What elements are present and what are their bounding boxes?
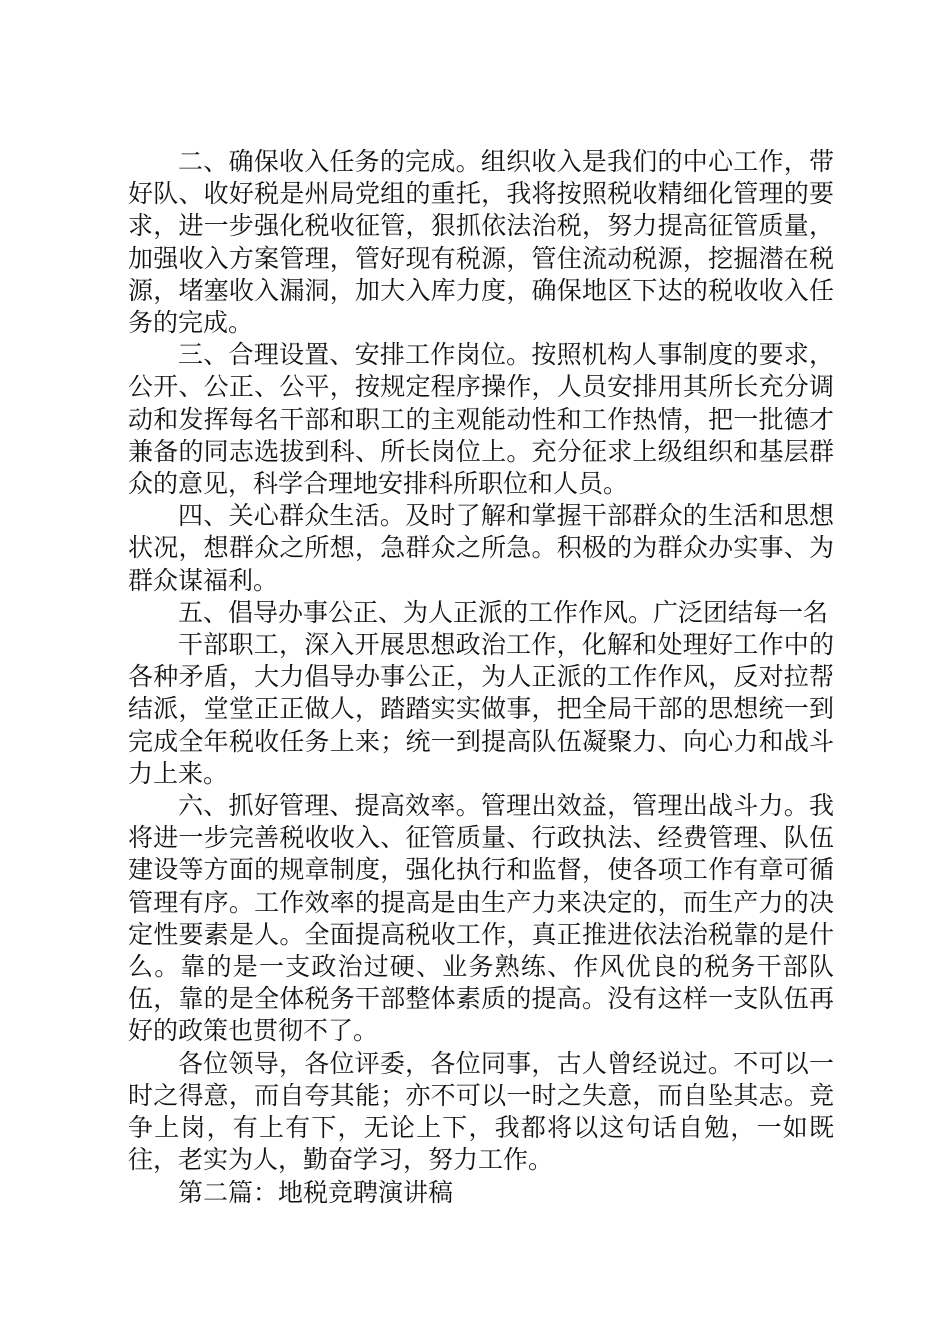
document-body (128, 146, 834, 1209)
next-article-heading: 第二篇：地税竞聘演讲稿 (178, 1177, 454, 1207)
paragraph-section-three: 三、合理设置、安排工作岗位。按照机构人事制度的要求，公开、公正、公平，按规定程序操作，人员安排用其所长充分调动和发挥每名干部和职工的主观能动性和工作热情，把一批德才兼备的同志选拔到科、所长岗位上。充分征求上级组织和基层群众的意见，科学合理地安排科所职位和人员。 (128, 340, 834, 499)
paragraph-section-five-title: 五、倡导办事公正、为人正派的工作作风。广泛团结每一名 (178, 597, 829, 627)
paragraph-section-five-body: 干部职工，深入开展思想政治工作，化解和处理好工作中的各种矛盾，大力倡导办事公正，为人正派的工作作风，反对拉帮结派，堂堂正正做人，踏踏实实做事，把全局干部的思想统一到完成全年税收任务上来；统一到提高队伍凝聚力、向心力和战斗力上来。 (128, 630, 834, 788)
paragraph-section-six: 六、抓好管理、提高效率。管理出效益，管理出战斗力。我将进一步完善税收收入、征管质量、行政执法、经费管理、队伍建设等方面的规章制度，强化执行和监督，使各项工作有章可循管理有序。工作效率的提高是由生产力来决定的，而生产力的决定性要素是人。全面提高税收工作，真正推进依法治税靠的是什么。靠的是一支政治过硬、业务熟练、作风优良的税务干部队伍，靠的是全体税务干部整体素质的提高。没有这样一支队伍再好的政策也贯彻不了。 (128, 791, 834, 1046)
paragraph-section-two: 二、确保收入任务的完成。组织收入是我们的中心工作，带好队、收好税是州局党组的重托，我将按照税收精细化管理的要求，进一步强化税收征管，狠抓依法治税，努力提高征管质量，加强收入方案管理，管好现有税源，管住流动税源，挖掘潜在税源，堵塞收入漏洞，加大入库力度，确保地区下达的税收收入任务的完成。 (128, 147, 834, 338)
paragraph-closing: 各位领导，各位评委，各位同事，古人曾经说过。不可以一时之得意，而自夸其能；亦不可以一时之失意，而自坠其志。竞争上岗，有上有下，无论上下，我都将以这句话自勉，一如既往，老实为人，勤奋学习，努力工作。 (128, 1048, 834, 1175)
paragraph-section-four: 四、关心群众生活。及时了解和掌握干部群众的生活和思想状况，想群众之所想，急群众之所急。积极的为群众办实事、为群众谋福利。 (128, 501, 834, 595)
